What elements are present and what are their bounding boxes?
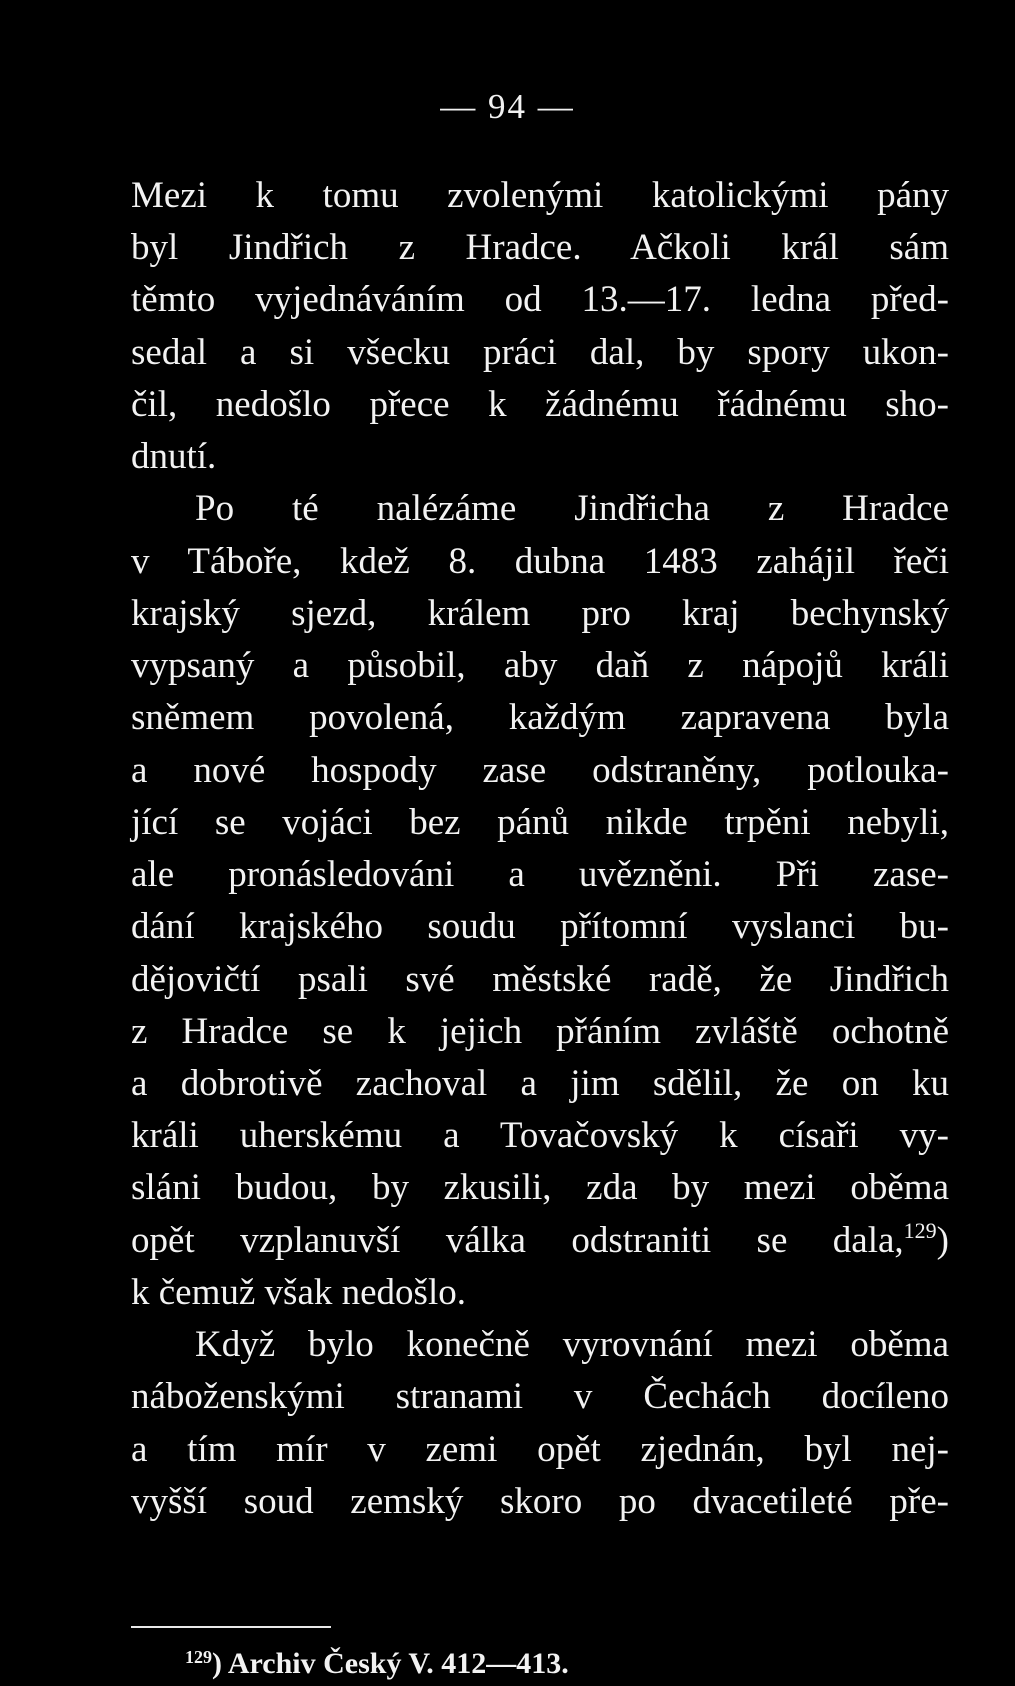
text-line: náboženskými stranami v Čechách docíleno [131,1376,949,1418]
text-line: v Táboře, kdež 8. dubna 1483 zahájil řeči [131,540,949,582]
text-line: k čemuž však nedošlo. [131,1271,466,1313]
text-line: Když bylo konečně vyrovnání mezi oběma [195,1324,949,1366]
text-line: dějovičtí psali své městské radě, že Jindřich [131,958,949,1000]
text-line: Mezi k tomu zvolenými katolickými pány [131,175,949,216]
footnote-text: ) Archiv Český V. 412—413. [212,1647,569,1680]
text-line: z Hradce se k jejich přáním zvláště ochotně [131,1010,949,1052]
text-line: dání krajského soudu přítomní vyslanci bu- [131,906,949,948]
footnote-reference: 129 [903,1217,937,1243]
text-line: vyšší soud zemský skoro po dvacetileté pře- [131,1480,949,1522]
text-line: čil, nedošlo přece k žádnému řádnému sho- [131,383,949,425]
text-line: sláni budou, by zkusili, zda by mezi oběma [131,1167,949,1209]
text-line: Po té nalézáme Jindřicha z Hradce [195,488,949,530]
text-line: sedal a si všecku práci dal, by spory ukon- [131,331,949,373]
text-line: a dobrotivě zachoval a jim sdělil, že on ku [131,1062,949,1104]
text-line-with-note: opět vzplanuvší válka odstraniti se dala,$^{129}$) [131,1217,949,1261]
footnote-marker: 129 [185,1647,212,1667]
text-line: ale pronásledováni a uvězněni. Při zase- [131,854,949,896]
footnote [185,1642,569,1686]
text-line: těmto vyjednáváním od 13.—17. ledna před- [131,279,949,321]
text-line-content: opět vzplanuvší válka odstraniti se dala, [131,1219,904,1261]
text-line: byl Jindřich z Hradce. Ačkoli král sám [131,227,949,269]
text-line: sněmem povolená, každým zapravena byla [131,697,949,739]
text-line: a tím mír v zemi opět zjednán, byl nej- [131,1428,949,1470]
text-line: jící se vojáci bez pánů nikde trpěni nebyli, [131,801,949,843]
text-line: králi uherskému a Tovačovský k císaři vy- [131,1115,949,1157]
footnote-divider [131,1626,331,1628]
text-line: krajský sjezd, králem pro kraj bechynský [131,592,949,634]
text-line: dnutí. [131,436,217,478]
page-number: — 94 — [440,87,575,126]
body-text [131,170,949,1528]
text-line: vypsaný a působil, aby daň z nápojů králi [131,645,949,687]
text-line: a nové hospody zase odstraněny, potlouka- [131,749,949,791]
